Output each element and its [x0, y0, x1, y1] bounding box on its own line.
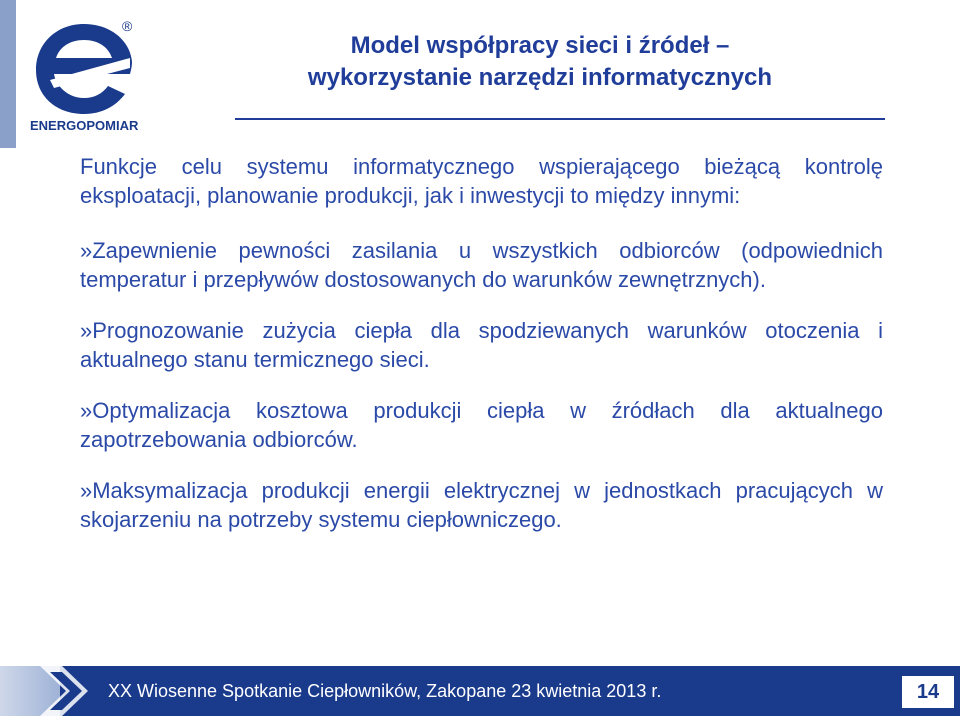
slide-title	[200, 30, 880, 94]
footer-text: XX Wiosenne Spotkanie Ciepłowników, Zakopane 23 kwietnia 2013 r.	[108, 681, 662, 701]
title-underline	[235, 118, 885, 120]
footer-bar	[0, 666, 960, 716]
chevron-right-icon	[40, 666, 90, 716]
bullet-item: »Prognozowanie zużycia ciepła dla spodziewanych warunków otoczenia i aktualnego stanu termicznego sieci.	[80, 318, 883, 372]
left-accent-bar	[0, 0, 16, 148]
bullet-item: »Optymalizacja kosztowa produkcji ciepła w źródłach dla aktualnego zapotrzebowania odbiorców.	[80, 398, 883, 452]
logo-text: ENERGOPOMIAR	[30, 118, 139, 133]
slide-content	[80, 152, 883, 556]
energopomiar-logo	[30, 18, 138, 136]
title-line-2: wykorzystanie narzędzi informatycznych	[307, 64, 773, 91]
bullet-item: »Zapewnienie pewności zasilania u wszystkich odbiorców (odpowiednich temperatur i przepływów dostosowanych do warunków zewnętrznych).	[80, 238, 883, 292]
registered-mark: ®	[122, 18, 133, 34]
intro-paragraph: Funkcje celu systemu informatycznego wspierającego bieżącą kontrolę eksploatacji, planowanie produkcji, jak i inwestycji to między innymi:	[80, 154, 883, 208]
title-line-1: Model współpracy sieci i źródeł –	[350, 32, 730, 59]
bullet-item: »Maksymalizacja produkcji energii elektrycznej w jednostkach pracujących w skojarzeniu na potrzeby systemu ciepłowniczego.	[80, 478, 883, 532]
page-number: 14	[902, 676, 954, 708]
